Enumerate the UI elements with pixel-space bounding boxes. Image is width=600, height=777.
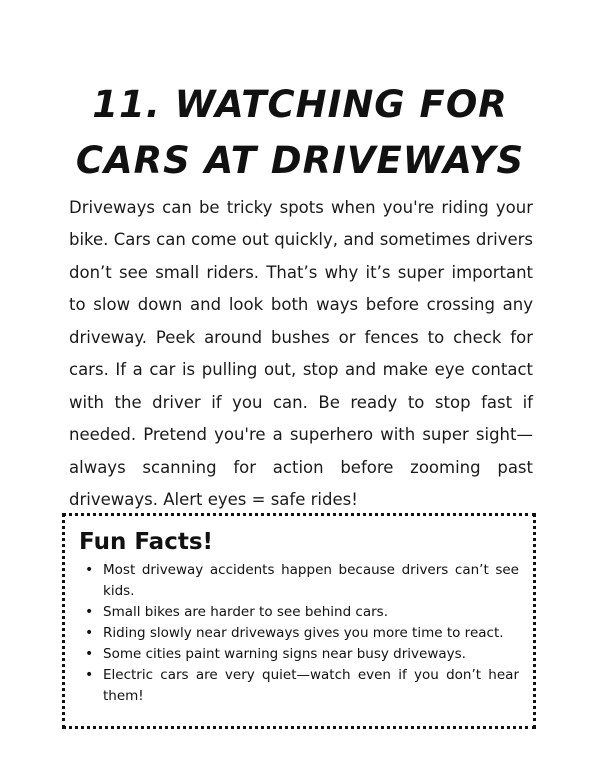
fun-fact-item (83, 623, 519, 644)
fun-fact-item (83, 560, 519, 602)
bullet-icon: • (85, 625, 94, 641)
bullet-icon: • (85, 604, 94, 620)
fun-fact-text: Most driveway accidents happen because drivers can’t see kids. (103, 562, 519, 599)
bullet-icon: • (85, 667, 94, 683)
fun-fact-item (83, 665, 519, 707)
fun-fact-text: Electric cars are very quiet—watch even if you don’t hear them! (103, 667, 519, 704)
fun-facts-heading: Fun Facts! (79, 529, 214, 555)
fun-fact-text: Small bikes are harder to see behind cars. (103, 604, 389, 620)
bullet-icon: • (85, 562, 94, 578)
fun-fact-text: Some cities paint warning signs near busy driveways. (103, 646, 466, 662)
fun-facts-list (79, 560, 519, 707)
body-paragraph: Driveways can be tricky spots when you're riding your bike. Cars can come out quickly, and sometimes drivers don’t see small riders. That’s why it’s super important to slow down and look both ways before crossing any driveway. Peek around bushes or fences to check for cars. If a car is pulling out, stop and make eye contact with the driver if you can. Be ready to stop fast if needed. Pretend you're a superhero with super sight—always scanning for action before zooming past driveways. Alert eyes = safe rides! (69, 197, 533, 509)
fun-fact-text: Riding slowly near driveways gives you more time to react. (103, 625, 504, 641)
fun-fact-item (83, 602, 519, 623)
fun-fact-item (83, 644, 519, 665)
fun-facts-box (62, 513, 536, 729)
page-title: 11. WATCHING FOR CARS AT DRIVEWAYS (75, 82, 525, 182)
bullet-icon: • (85, 646, 94, 662)
